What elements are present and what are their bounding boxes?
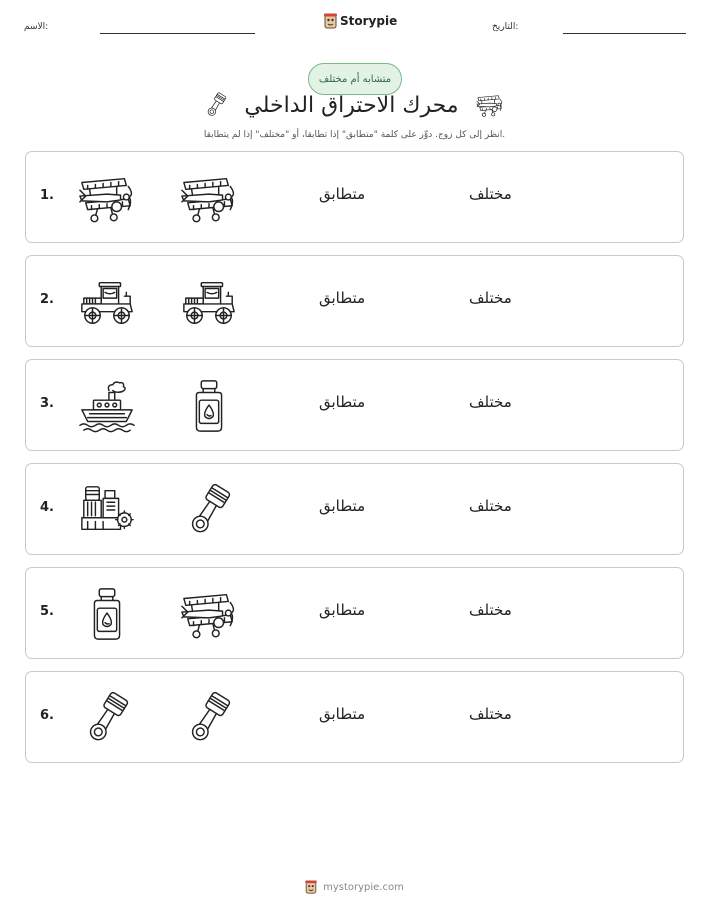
worksheet-type-badge: متشابه أم مختلف: [308, 63, 402, 95]
row-number: 3.: [40, 396, 54, 411]
instructions: انظر إلى كل زوج. دوِّر على كلمة "متطابق" إذا تطابقا، أو "مختلف" إذا لم يتطابقا.: [203, 130, 506, 140]
row-number: 1.: [40, 188, 54, 203]
same-option[interactable]: متطابق: [319, 497, 366, 515]
same-option[interactable]: متطابق: [319, 393, 366, 411]
different-option[interactable]: مختلف: [469, 185, 512, 203]
piston-icon: [202, 92, 230, 118]
row-number: 2.: [40, 292, 54, 307]
same-option[interactable]: متطابق: [319, 601, 366, 619]
different-option[interactable]: مختلف: [469, 705, 512, 723]
brand-name: Storypie: [340, 14, 398, 28]
different-option[interactable]: مختلف: [469, 393, 512, 411]
row-number: 4.: [40, 500, 54, 515]
biplane-icon: [473, 92, 507, 118]
page-title: محرك الاحتراق الداخلي: [244, 92, 459, 118]
vintage-car-icon: [78, 274, 136, 330]
oil-bottle-icon: [180, 378, 238, 434]
title-row: [0, 92, 709, 118]
piston-icon: [180, 482, 238, 538]
name-label: الاسم:: [24, 22, 49, 32]
storypie-logo-icon: [324, 13, 337, 29]
brand: [324, 13, 397, 29]
storypie-logo-icon: [305, 880, 317, 894]
biplane-icon: [180, 586, 238, 642]
different-option[interactable]: مختلف: [469, 289, 512, 307]
row-number: 6.: [40, 708, 54, 723]
engine-icon: [78, 482, 136, 538]
footer: [0, 880, 709, 894]
pair-row-4: [25, 463, 684, 555]
pair-row-1: [25, 151, 684, 243]
steamboat-icon: [78, 378, 136, 434]
row-number: 5.: [40, 604, 54, 619]
different-option[interactable]: مختلف: [469, 497, 512, 515]
pair-row-6: [25, 671, 684, 763]
vintage-car-icon: [180, 274, 238, 330]
piston-icon: [78, 690, 136, 746]
footer-url[interactable]: mystorypie.com: [323, 881, 404, 893]
pair-row-5: [25, 567, 684, 659]
date-label: التاريخ:: [492, 22, 519, 32]
same-option[interactable]: متطابق: [319, 185, 366, 203]
different-option[interactable]: مختلف: [469, 601, 512, 619]
biplane-icon: [78, 170, 136, 226]
name-line[interactable]: [100, 33, 255, 34]
pair-row-3: [25, 359, 684, 451]
biplane-icon: [180, 170, 238, 226]
same-option[interactable]: متطابق: [319, 705, 366, 723]
same-option[interactable]: متطابق: [319, 289, 366, 307]
pair-row-2: [25, 255, 684, 347]
date-line[interactable]: [563, 33, 686, 34]
oil-bottle-icon: [78, 586, 136, 642]
piston-icon: [180, 690, 238, 746]
